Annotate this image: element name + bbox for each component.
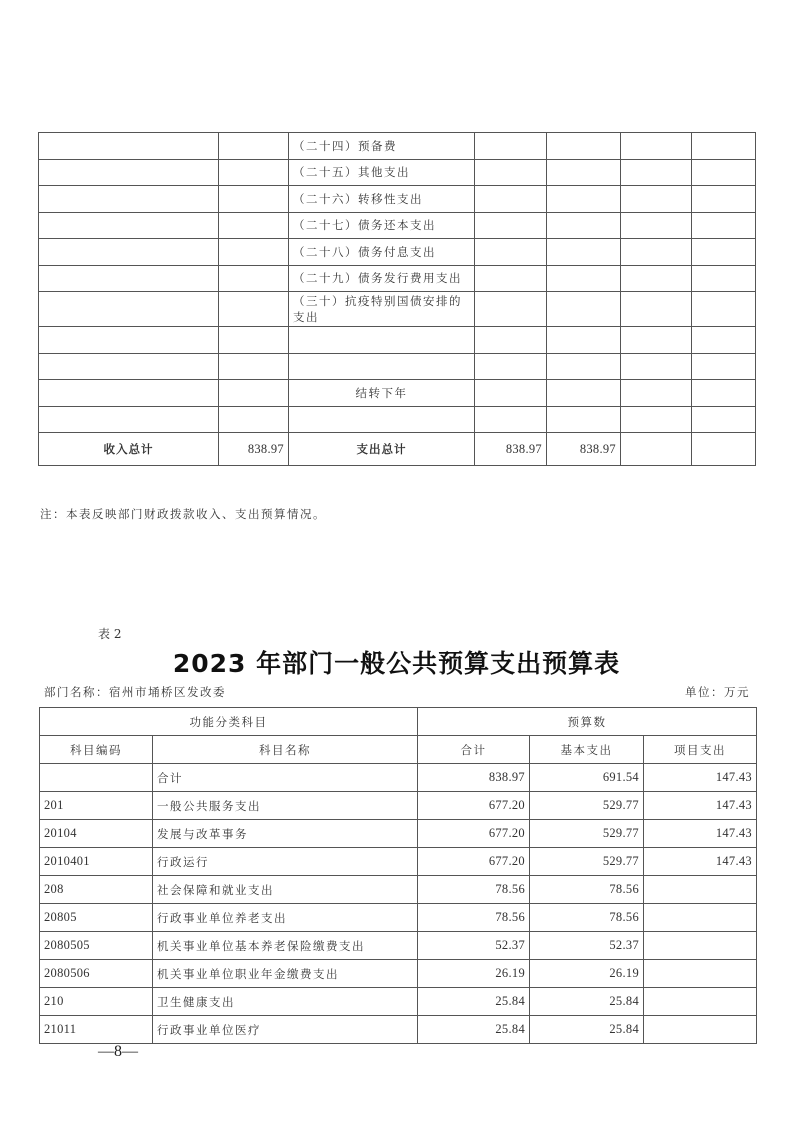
cell-c4 <box>475 353 547 380</box>
budget-expense-table <box>39 707 757 1044</box>
cell-expense-item: （二十五）其他支出 <box>289 159 475 186</box>
cell-c6 <box>621 380 692 407</box>
table-row <box>39 212 756 239</box>
header-project: 项目支出 <box>644 736 757 764</box>
cell-basic: 25.84 <box>530 1016 644 1044</box>
cell-c6 <box>621 133 692 160</box>
cell-c5 <box>547 186 621 213</box>
table-row <box>39 380 756 407</box>
cell-c7 <box>692 212 756 239</box>
cell-total: 78.56 <box>418 876 530 904</box>
cell-basic: 25.84 <box>530 988 644 1016</box>
total-income-label: 收入总计 <box>39 433 219 466</box>
cell-name: 行政运行 <box>153 848 418 876</box>
cell-name: 发展与改革事务 <box>153 820 418 848</box>
cell-income-amount <box>219 239 289 266</box>
cell-total: 78.56 <box>418 904 530 932</box>
cell-income-amount <box>219 212 289 239</box>
cell-expense-item: 结转下年 <box>289 380 475 407</box>
table-row <box>39 239 756 266</box>
cell-income-item <box>39 327 219 354</box>
cell-expense-item: （二十九）债务发行费用支出 <box>289 265 475 292</box>
cell-c4 <box>475 265 547 292</box>
cell-expense-item <box>289 406 475 433</box>
table-row <box>39 327 756 354</box>
cell-name: 行政事业单位养老支出 <box>153 904 418 932</box>
cell-basic: 529.77 <box>530 848 644 876</box>
cell-c6 <box>621 406 692 433</box>
cell-income-item <box>39 265 219 292</box>
cell-income-amount <box>219 159 289 186</box>
cell-code: 2080505 <box>40 932 153 960</box>
table-row <box>40 988 757 1016</box>
cell-name: 机关事业单位职业年金缴费支出 <box>153 960 418 988</box>
table-row <box>40 876 757 904</box>
cell-total: 25.84 <box>418 988 530 1016</box>
table-note: 注：本表反映部门财政拨款收入、支出预算情况。 <box>40 507 326 521</box>
cell-c4 <box>475 133 547 160</box>
cell-basic: 78.56 <box>530 904 644 932</box>
cell-name: 合计 <box>153 764 418 792</box>
table-row <box>39 353 756 380</box>
cell-c6 <box>621 212 692 239</box>
cell-code: 208 <box>40 876 153 904</box>
cell-c4 <box>475 380 547 407</box>
cell-basic: 52.37 <box>530 932 644 960</box>
cell-name: 一般公共服务支出 <box>153 792 418 820</box>
table-row <box>39 186 756 213</box>
cell-c6 <box>621 292 692 327</box>
page-number: —8— <box>98 1043 138 1060</box>
cell-name: 行政事业单位医疗 <box>153 1016 418 1044</box>
table-row <box>39 159 756 186</box>
cell-basic: 26.19 <box>530 960 644 988</box>
table-row <box>39 265 756 292</box>
cell-name: 卫生健康支出 <box>153 988 418 1016</box>
cell-expense-item: （二十六）转移性支出 <box>289 186 475 213</box>
cell-code: 20104 <box>40 820 153 848</box>
cell-project: 147.43 <box>644 848 757 876</box>
cell-c7 <box>692 265 756 292</box>
cell-total: 52.37 <box>418 932 530 960</box>
cell-income-amount <box>219 186 289 213</box>
table-row <box>40 904 757 932</box>
cell-c4 <box>475 292 547 327</box>
cell-c4 <box>475 406 547 433</box>
table-row <box>40 932 757 960</box>
cell-c4 <box>475 239 547 266</box>
header-code: 科目编码 <box>40 736 153 764</box>
cell-c6 <box>621 186 692 213</box>
cell-total: 26.19 <box>418 960 530 988</box>
cell-c7 <box>692 186 756 213</box>
cell-income-item <box>39 406 219 433</box>
cell-total: 838.97 <box>418 764 530 792</box>
cell-income-amount <box>219 353 289 380</box>
page-title: 2023 年部门一般公共预算支出预算表 <box>172 649 621 678</box>
table-row <box>40 1016 757 1044</box>
cell-total: 677.20 <box>418 820 530 848</box>
table-row <box>40 764 757 792</box>
header-name: 科目名称 <box>153 736 418 764</box>
cell-expense-item <box>289 353 475 380</box>
cell-income-item <box>39 380 219 407</box>
table-row <box>40 960 757 988</box>
cell-income-item <box>39 212 219 239</box>
cell-expense-item: （二十八）债务付息支出 <box>289 239 475 266</box>
cell-c5 <box>547 265 621 292</box>
cell-total: 677.20 <box>418 848 530 876</box>
cell-c7 <box>692 239 756 266</box>
cell-income-item <box>39 292 219 327</box>
table-row <box>39 133 756 160</box>
cell-income-item <box>39 159 219 186</box>
cell-c5 <box>547 239 621 266</box>
cell-income-amount <box>219 292 289 327</box>
cell-c7 <box>692 380 756 407</box>
cell-expense-item: （二十七）债务还本支出 <box>289 212 475 239</box>
cell-project: 147.43 <box>644 764 757 792</box>
total-c7 <box>692 433 756 466</box>
cell-basic: 691.54 <box>530 764 644 792</box>
total-c5: 838.97 <box>547 433 621 466</box>
cell-project <box>644 960 757 988</box>
cell-c5 <box>547 327 621 354</box>
cell-income-amount <box>219 406 289 433</box>
cell-total: 25.84 <box>418 1016 530 1044</box>
unit-label: 单位：万元 <box>685 685 750 699</box>
cell-name: 社会保障和就业支出 <box>153 876 418 904</box>
cell-project <box>644 876 757 904</box>
cell-project <box>644 988 757 1016</box>
cell-code: 21011 <box>40 1016 153 1044</box>
table-label: 表 2 <box>98 627 122 641</box>
cell-basic: 529.77 <box>530 820 644 848</box>
cell-total: 677.20 <box>418 792 530 820</box>
cell-expense-item: （三十）抗疫特别国债安排的支出 <box>289 292 475 327</box>
cell-code <box>40 764 153 792</box>
cell-c4 <box>475 327 547 354</box>
cell-code: 2010401 <box>40 848 153 876</box>
cell-c6 <box>621 327 692 354</box>
cell-code: 2080506 <box>40 960 153 988</box>
cell-c4 <box>475 159 547 186</box>
table-row <box>40 820 757 848</box>
cell-c5 <box>547 133 621 160</box>
cell-c6 <box>621 353 692 380</box>
income-expense-table <box>38 132 756 466</box>
cell-c7 <box>692 159 756 186</box>
cell-c5 <box>547 212 621 239</box>
cell-income-amount <box>219 380 289 407</box>
cell-code: 210 <box>40 988 153 1016</box>
cell-c5 <box>547 292 621 327</box>
header-total: 合计 <box>418 736 530 764</box>
cell-c6 <box>621 265 692 292</box>
total-row <box>39 433 756 466</box>
cell-c6 <box>621 159 692 186</box>
cell-income-item <box>39 186 219 213</box>
cell-c7 <box>692 406 756 433</box>
cell-income-amount <box>219 265 289 292</box>
cell-c5 <box>547 406 621 433</box>
table-row <box>40 792 757 820</box>
group-header-row <box>40 708 757 736</box>
department-name: 部门名称：宿州市埇桥区发改委 <box>44 685 226 699</box>
total-expense-label: 支出总计 <box>289 433 475 466</box>
cell-c5 <box>547 353 621 380</box>
cell-c5 <box>547 380 621 407</box>
table-row <box>39 292 756 327</box>
cell-c4 <box>475 212 547 239</box>
cell-project <box>644 932 757 960</box>
cell-code: 20805 <box>40 904 153 932</box>
cell-code: 201 <box>40 792 153 820</box>
cell-basic: 529.77 <box>530 792 644 820</box>
cell-c7 <box>692 292 756 327</box>
header-budget: 预算数 <box>418 708 757 736</box>
table-row <box>39 406 756 433</box>
cell-project: 147.43 <box>644 792 757 820</box>
cell-project: 147.43 <box>644 820 757 848</box>
cell-c5 <box>547 159 621 186</box>
cell-c7 <box>692 353 756 380</box>
total-income-amount: 838.97 <box>219 433 289 466</box>
table-row <box>40 848 757 876</box>
cell-income-item <box>39 239 219 266</box>
header-category: 功能分类科目 <box>40 708 418 736</box>
cell-c7 <box>692 133 756 160</box>
cell-project <box>644 1016 757 1044</box>
header-basic: 基本支出 <box>530 736 644 764</box>
cell-expense-item: （二十四）预备费 <box>289 133 475 160</box>
cell-c4 <box>475 186 547 213</box>
cell-income-amount <box>219 133 289 160</box>
total-c4: 838.97 <box>475 433 547 466</box>
total-c6 <box>621 433 692 466</box>
cell-project <box>644 904 757 932</box>
cell-income-item <box>39 353 219 380</box>
cell-name: 机关事业单位基本养老保险缴费支出 <box>153 932 418 960</box>
cell-income-amount <box>219 327 289 354</box>
cell-c6 <box>621 239 692 266</box>
cell-c7 <box>692 327 756 354</box>
column-header-row <box>40 736 757 764</box>
cell-expense-item <box>289 327 475 354</box>
cell-basic: 78.56 <box>530 876 644 904</box>
cell-income-item <box>39 133 219 160</box>
